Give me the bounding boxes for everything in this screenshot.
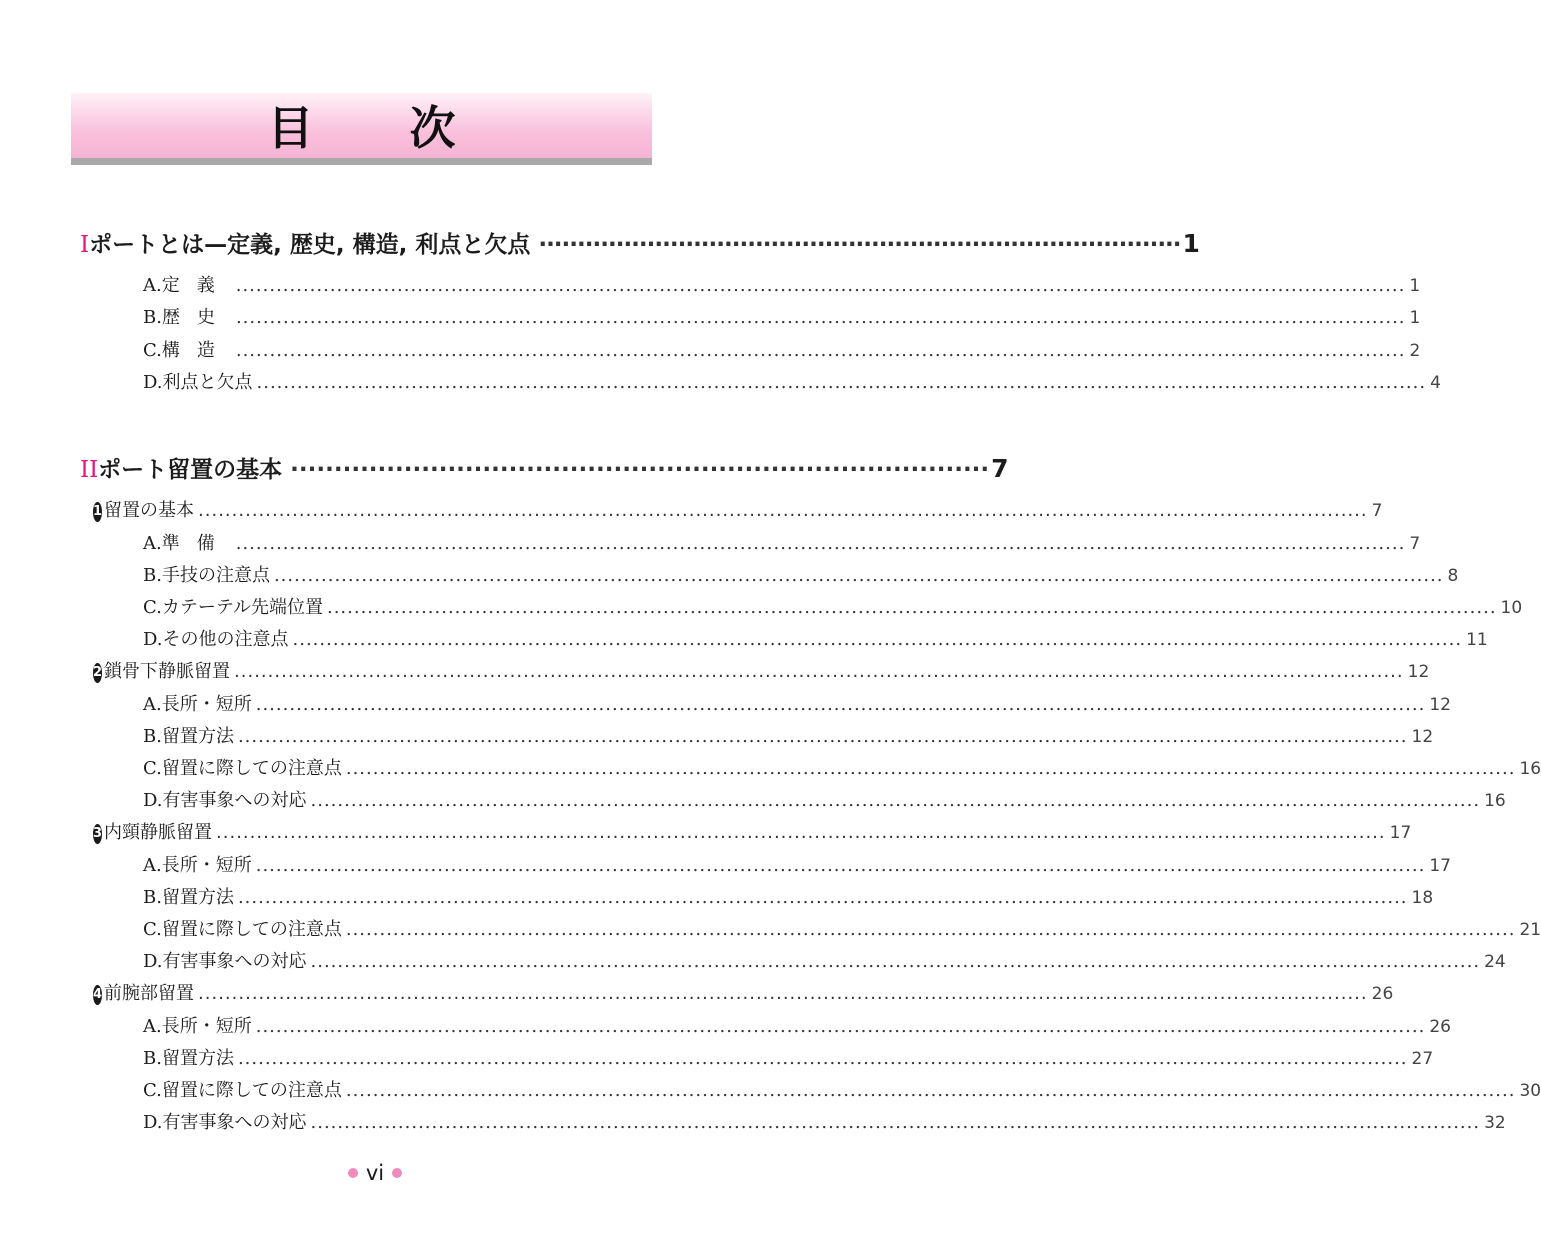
page-number: 32 [1484, 1113, 1506, 1133]
toc-item[interactable] [143, 1044, 1434, 1070]
page-number: 17 [1389, 823, 1412, 843]
leader-dots [234, 661, 1404, 682]
item-title: 有害事象への対応 [162, 951, 307, 972]
item-letter: D. [143, 629, 163, 650]
item-title: 長所・短所 [161, 694, 252, 715]
item-letter: A. [143, 275, 162, 296]
page-number: 10 [1500, 598, 1523, 618]
leader-dots [346, 919, 1516, 940]
item-title: その他の注意点 [162, 629, 289, 650]
leader-dots [236, 340, 1406, 361]
item-letter: D. [143, 1112, 163, 1133]
section-entry[interactable] [93, 496, 1383, 523]
footer-dot-right [392, 1168, 402, 1178]
leader-dots [346, 758, 1516, 779]
item-title: 利点と欠点 [162, 372, 253, 393]
item-letter: C. [143, 1080, 162, 1101]
page-number: 12 [1429, 695, 1451, 715]
leader-dots [198, 500, 1368, 521]
title-underline [71, 158, 652, 165]
item-title: 留置に際しての注意点 [161, 758, 342, 779]
section-entry[interactable] [93, 657, 1430, 684]
section-title: 留置の基本 [104, 500, 195, 521]
leader-dots [311, 1112, 1481, 1133]
chapter-numeral: I [80, 232, 90, 258]
page-number: 17 [1429, 856, 1451, 876]
toc-item[interactable] [143, 754, 1541, 780]
item-title: 留置に際しての注意点 [161, 919, 342, 940]
toc-item[interactable] [143, 883, 1434, 909]
page-footer [0, 1161, 750, 1185]
item-letter: D. [143, 372, 163, 393]
leader-dots [238, 726, 1408, 747]
toc-item[interactable] [143, 786, 1506, 812]
leader-dots [311, 951, 1481, 972]
toc-item[interactable] [143, 915, 1541, 941]
chapter-numeral: II [80, 457, 99, 483]
item-letter: B. [143, 726, 162, 747]
item-title: 定義 [161, 275, 232, 296]
item-title: 準備 [161, 533, 232, 554]
toc-item[interactable] [143, 851, 1451, 877]
toc-item[interactable] [143, 271, 1421, 297]
leader-dots [236, 533, 1406, 554]
toc-item[interactable] [143, 625, 1488, 651]
page-number: 12 [1407, 662, 1430, 682]
footer-page-number: vi [365, 1161, 385, 1185]
item-letter: A. [143, 1016, 162, 1037]
item-title: 留置に際しての注意点 [161, 1080, 342, 1101]
leader-dots [311, 790, 1481, 811]
page-number: 27 [1411, 1049, 1434, 1069]
item-title: カテーテル先端位置 [161, 597, 323, 618]
item-title: 留置方法 [161, 887, 234, 908]
leader-dots [290, 457, 989, 483]
item-letter: D. [143, 951, 163, 972]
leader-dots [256, 855, 1426, 876]
leader-dots [236, 307, 1406, 328]
item-title: 有害事象への対応 [162, 790, 307, 811]
chapter-title: ポートとは—定義, 歴史, 構造, 利点と欠点 [89, 232, 531, 258]
item-letter: A. [143, 855, 162, 876]
section-entry[interactable] [93, 818, 1412, 845]
leader-dots [238, 1048, 1408, 1069]
page-number: 1 [1409, 308, 1421, 328]
item-title: 有害事象への対応 [162, 1112, 307, 1133]
page-number: 21 [1519, 920, 1541, 940]
section-entry[interactable] [93, 979, 1394, 1006]
leader-dots [293, 629, 1463, 650]
toc-item[interactable] [143, 368, 1441, 394]
leader-dots [346, 1080, 1516, 1101]
page-number: 7 [991, 454, 1009, 483]
page-number: 4 [1430, 373, 1441, 393]
section-number-badge: 3 [93, 824, 102, 844]
item-letter: B. [143, 887, 162, 908]
section-title: 鎖骨下静脈留置 [104, 661, 231, 682]
toc-item[interactable] [143, 303, 1421, 329]
toc-item[interactable] [143, 561, 1459, 587]
toc-item[interactable] [143, 336, 1421, 362]
item-letter: B. [143, 307, 162, 328]
page-number: 18 [1411, 888, 1434, 908]
chapter-1-entry[interactable] [80, 226, 1200, 259]
page-number: 2 [1409, 341, 1421, 361]
page-number: 11 [1466, 630, 1488, 650]
section-number-badge: 1 [93, 502, 102, 522]
page-number: 24 [1484, 952, 1506, 972]
section-number-badge: 4 [93, 985, 102, 1005]
leader-dots [256, 694, 1426, 715]
page-number: 12 [1411, 727, 1434, 747]
item-letter: A. [143, 533, 162, 554]
leader-dots [236, 275, 1406, 296]
item-letter: C. [143, 340, 162, 361]
toc-item[interactable] [143, 690, 1451, 716]
item-letter: A. [143, 694, 162, 715]
page-number: 7 [1409, 534, 1421, 554]
toc-item[interactable] [143, 947, 1506, 973]
item-title: 留置方法 [161, 1048, 234, 1069]
item-title: 歴史 [161, 307, 232, 328]
item-title: 留置方法 [161, 726, 234, 747]
item-title: 長所・短所 [161, 1016, 252, 1037]
page-title: 目 次 [267, 101, 496, 155]
section-number-badge: 2 [93, 663, 102, 683]
toc-item[interactable] [143, 1012, 1451, 1038]
item-letter: B. [143, 1048, 162, 1069]
item-letter: C. [143, 758, 162, 779]
page-number: 8 [1447, 566, 1459, 586]
toc-item[interactable] [143, 1108, 1506, 1134]
page-number: 26 [1429, 1017, 1451, 1037]
section-title: 内頸静脈留置 [104, 822, 213, 843]
chapter-title: ポート留置の基本 [98, 457, 283, 483]
toc-item[interactable] [143, 593, 1523, 619]
page-number: 26 [1371, 984, 1394, 1004]
page-number: 16 [1484, 791, 1506, 811]
leader-dots [327, 597, 1497, 618]
page-number: 30 [1519, 1081, 1541, 1101]
page-number: 1 [1409, 276, 1421, 296]
leader-dots [256, 1016, 1426, 1037]
page-number: 16 [1519, 759, 1541, 779]
page-number: 1 [1182, 229, 1200, 258]
leader-dots [216, 822, 1386, 843]
leader-dots [257, 372, 1427, 393]
item-letter: D. [143, 790, 163, 811]
toc-item[interactable] [143, 722, 1434, 748]
item-letter: C. [143, 597, 162, 618]
section-title: 前腕部留置 [104, 983, 195, 1004]
page-number: 7 [1371, 501, 1383, 521]
item-title: 長所・短所 [161, 855, 252, 876]
leader-dots [198, 983, 1368, 1004]
item-title: 構造 [161, 340, 232, 361]
leader-dots [274, 565, 1444, 586]
toc-item[interactable] [143, 1076, 1541, 1102]
toc-item[interactable] [143, 529, 1421, 555]
footer-dot-left [348, 1168, 358, 1178]
item-letter: B. [143, 565, 162, 586]
item-title: 手技の注意点 [161, 565, 270, 586]
leader-dots: ····· ··· [538, 232, 1180, 258]
chapter-2-entry[interactable] [80, 451, 1009, 484]
leader-dots [238, 887, 1408, 908]
item-letter: C. [143, 919, 162, 940]
